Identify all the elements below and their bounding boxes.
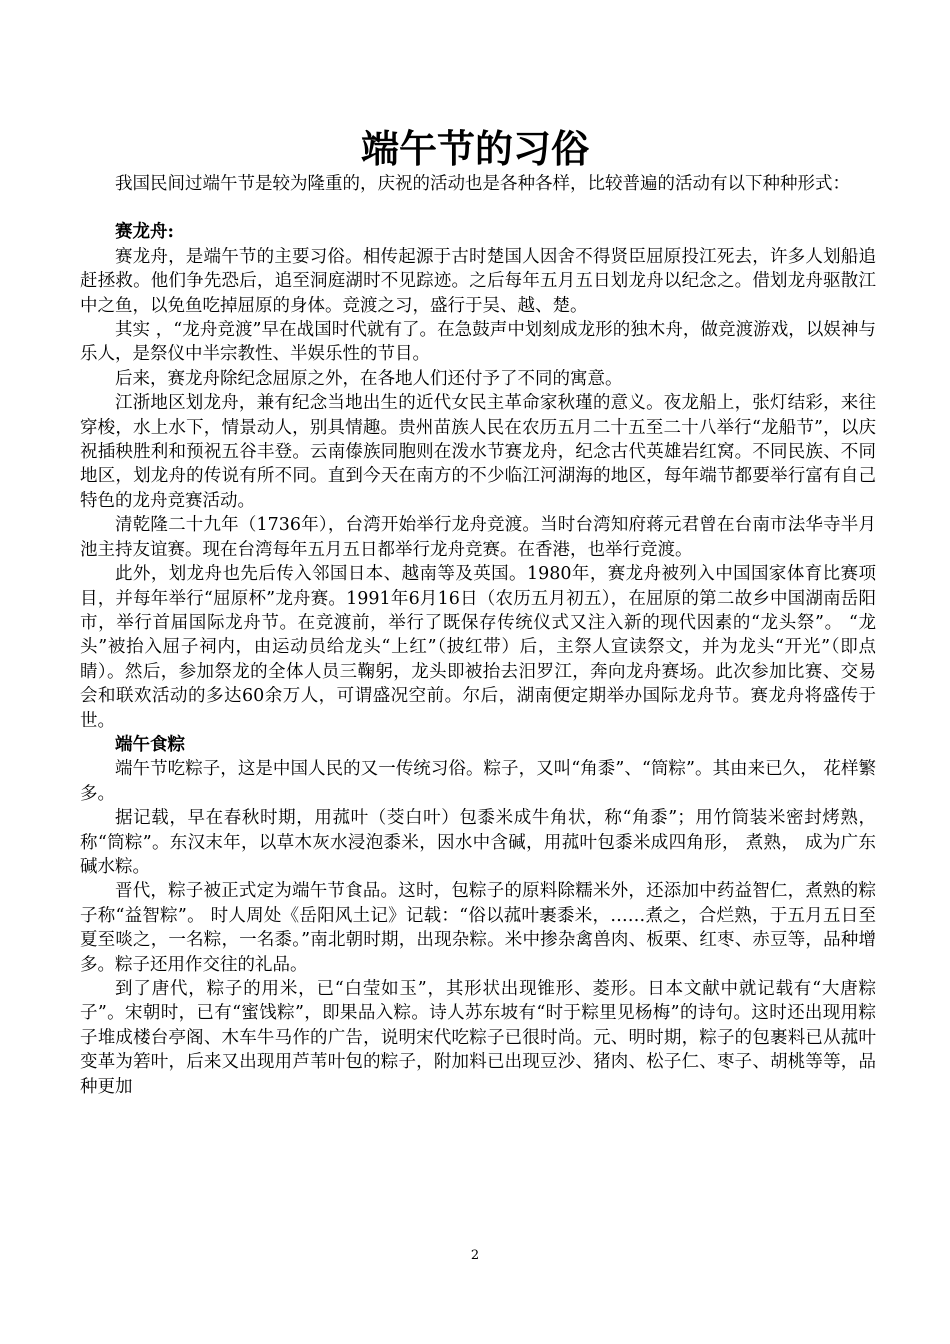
- section-heading-dragon-boat: 赛龙舟:: [115, 222, 174, 243]
- blank-line: [80, 196, 876, 220]
- paragraph: 此外，划龙舟也先后传入邻国日本、越南等及英国。1980年，赛龙舟被列入中国国家体育比赛项目，并每年举行“屈原杯”龙舟赛。1991年6月16日（农历五月初五），在屈原的第二故乡中国湖南岳阳市，举行首届国际龙舟节。在竞渡前，举行了既保存传统仪式又注入新的现代因素的“龙头祭”。 “龙头”被抬入屈子祠内，由运动员给龙头“上红”（披红带）后，主祭人宣读祭文，并为龙头“开光”（即点睛）。然后，参加祭龙的全体人员三鞠躬，龙头即被抬去汨罗江，奔向龙舟赛场。此次参加比赛、交易会和联欢活动的多达60余万人，可谓盛况空前。尔后，湖南便定期举办国际龙舟节。赛龙舟将盛传于世。: [80, 564, 876, 731]
- paragraph: 其实 ，“龙舟竞渡”早在战国时代就有了。在急鼓声中划刻成龙形的独木舟，做竞渡游戏，以娱神与乐人，是祭仪中半宗教性、半娱乐性的节目。: [80, 320, 876, 365]
- document-body: [80, 172, 876, 1099]
- paragraph: 晋代，粽子被正式定为端午节食品。这时，包粽子的原料除糯米外，还添加中药益智仁，煮熟的粽子称“益智粽”。 时人周处《岳阳风土记》记载：“俗以菰叶裹黍米，……煮之，合烂熟，于五月五日至夏至啖之，一名粽，一名黍。”南北朝时期，出现杂粽。米中掺杂禽兽肉、板栗、红枣、赤豆等，品种增多。粽子还用作交往的礼品。: [80, 881, 876, 975]
- paragraph: 据记载，早在春秋时期，用菰叶（茭白叶）包黍米成牛角状，称“角黍”；用竹筒装米密封烤熟，称“筒粽”。东汉末年，以草木灰水浸泡黍米，因水中含碱，用菰叶包黍米成四角形， 煮熟， 成为广东碱水粽。: [80, 808, 876, 877]
- paragraph: 清乾隆二十九年（1736年），台湾开始举行龙舟竞渡。当时台湾知府蒋元君曾在台南市法华寺半月池主持友谊赛。现在台湾每年五月五日都举行龙舟竞赛。在香港，也举行竞渡。: [80, 515, 876, 560]
- page-title: 端午节的习俗: [360, 126, 589, 171]
- page-number: 2: [470, 1248, 480, 1263]
- paragraph: 江浙地区划龙舟，兼有纪念当地出生的近代女民主革命家秋瑾的意义。夜龙船上，张灯结彩，来往穿梭，水上水下，情景动人，别具情趣。贵州苗族人民在农历五月二十五至二十八举行“龙船节”，以庆祝插秧胜利和预祝五谷丰登。云南傣族同胞则在泼水节赛龙舟，纪念古代英雄岩红窝。不同民族、不同地区，划龙舟的传说有所不同。直到今天在南方的不少临江河湖海的地区，每年端节都要举行富有自己特色的龙舟竞赛活动。: [80, 393, 876, 511]
- paragraph: 赛龙舟，是端午节的主要习俗。相传起源于古时楚国人因舍不得贤臣屈原投江死去，许多人划船追赶拯救。他们争先恐后，追至洞庭湖时不见踪迹。之后每年五月五日划龙舟以纪念之。借划龙舟驱散江中之鱼，以免鱼吃掉屈原的身体。竞渡之习，盛行于吴、越、楚。: [80, 246, 876, 316]
- paragraph: 后来，赛龙舟除纪念屈原之外，在各地人们还付予了不同的寓意。: [115, 368, 623, 389]
- paragraph: 端午节吃粽子，这是中国人民的又一传统习俗。粽子，又叫“角黍”、“筒粽”。其由来已久， 花样繁多。: [80, 759, 876, 804]
- paragraph: 到了唐代，粽子的用米，已“白莹如玉”，其形状出现锥形、菱形。日本文献中就记载有“大唐粽子”。宋朝时，已有“蜜饯粽”，即果品入粽。诗人苏东坡有“时于粽里见杨梅”的诗句。这时还出现用粽子堆成楼台亭阁、木车牛马作的广告，说明宋代吃粽子已很时尚。元、明时期，粽子的包裹料已从菰叶变革为箬叶，后来又出现用芦苇叶包的粽子，附加料已出现豆沙、猪肉、松子仁、枣子、胡桃等等，品种更加: [80, 979, 876, 1097]
- intro-paragraph: 我国民间过端午节是较为隆重的，庆祝的活动也是各种各样，比较普遍的活动有以下种种形式：: [115, 174, 850, 194]
- section-heading-zongzi: 端午食粽: [115, 734, 185, 755]
